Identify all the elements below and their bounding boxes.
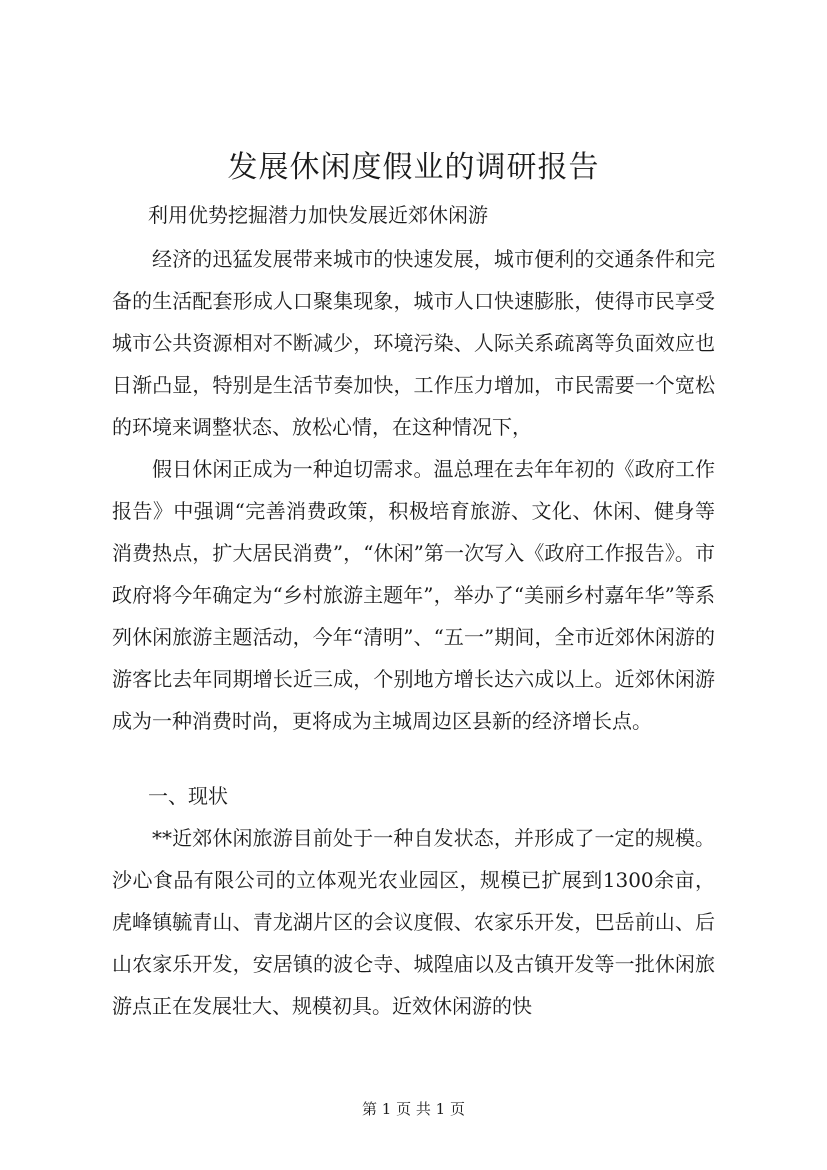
page-footer: 第 1 页 共 1 页 xyxy=(362,1100,465,1118)
section-heading-status: 一、现状 xyxy=(148,784,228,808)
paragraph-status: **近郊休闲旅游目前处于一种自发状态，并形成了一定的规模。沙心食品有限公司的立体观光农业园区，规模已扩展到1300余亩，虎峰镇毓青山、青龙湖片区的会议度假、农家乐开发，巴岳前山、后山农家乐开发，安居镇的波仑寺、城隍庙以及古镇开发等一批休闲旅游点正在发展壮大、规模初具。近效休闲游的快 xyxy=(112,826,715,1018)
document-title: 发展休闲度假业的调研报告 xyxy=(227,150,600,185)
paragraph-holiday: 假日休闲正成为一种迫切需求。温总理在去年年初的《政府工作报告》中强调“完善消费政策，积极培育旅游、文化、休闲、健身等消费热点，扩大居民消费”，“休闲”第一次写入《政府工作报告》。市政府将今年确定为“乡村旅游主题年”，举办了“美丽乡村嘉年华”等系列休闲旅游主题活动，今年“清明”、“五一”期间，全市近郊休闲游的游客比去年同期增长近三成，个别地方增长达六成以上。近郊休闲游成为一种消费时尚，更将成为主城周边区县新的经济增长点。 xyxy=(112,457,715,733)
paragraph-intro: 经济的迅猛发展带来城市的快速发展，城市便利的交通条件和完备的生活配套形成人口聚集现象，城市人口快速膨胀，使得市民享受城市公共资源相对不断减少，环境污染、人际关系疏离等负面效应也日渐凸显，特别是生活节奏加快，工作压力增加，市民需要一个宽松的环境来调整状态、放松心情，在这种情况下， xyxy=(112,247,715,439)
document-subtitle: 利用优势挖掘潜力加快发展近郊休闲游 xyxy=(148,203,488,227)
